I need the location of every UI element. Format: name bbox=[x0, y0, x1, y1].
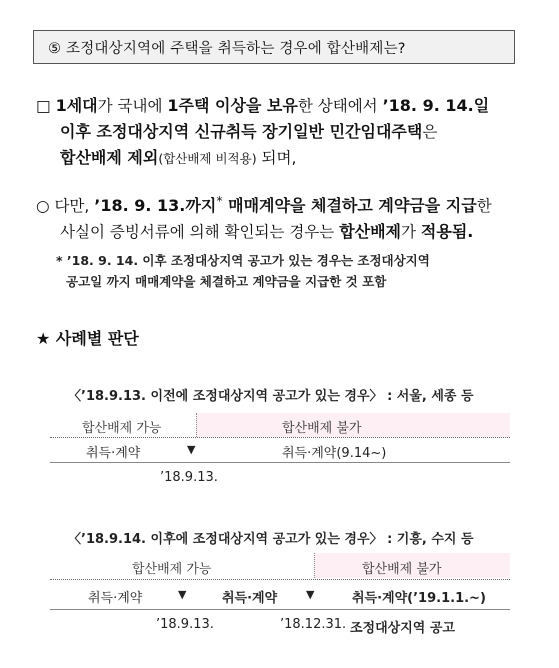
paragraph-1-line-1 bbox=[36, 93, 551, 119]
footnote-line-2: 공고일 까지 매매계약을 체결하고 계약금을 지급한 것 포함 bbox=[66, 274, 387, 289]
case-2-marker-1: ▼ bbox=[178, 588, 187, 601]
case-2-title: 〈’18.9.14. 이후에 조정대상지역 공고가 있는 경우〉 : 기흥, 수지 등 bbox=[68, 532, 474, 547]
non-applicable-text: (합산배제 비적용) bbox=[158, 151, 257, 166]
text-span: 까지 bbox=[185, 196, 217, 216]
paragraph-2-line-2 bbox=[36, 219, 551, 245]
case-2-header-left: 합산배제 가능 bbox=[132, 562, 212, 577]
case-2-dotted-line bbox=[50, 579, 510, 580]
case-1-row-left: 취득·계약 bbox=[86, 446, 141, 461]
paragraph-2 bbox=[36, 188, 551, 245]
text-span: 은 bbox=[422, 123, 438, 141]
paragraph-2-line-1 bbox=[36, 188, 551, 219]
footnote-mark: * bbox=[216, 193, 223, 208]
case-1-marker: ▼ bbox=[187, 443, 196, 456]
case-2-marker-2: ▼ bbox=[306, 588, 315, 601]
case-1-dotted-line bbox=[50, 437, 510, 438]
paragraph-1-line-3 bbox=[36, 145, 551, 172]
exclusion-text: 합산배제 bbox=[339, 222, 402, 242]
one-household-text: 1세대 bbox=[55, 96, 98, 115]
case-2-header-right: 합산배제 불가 bbox=[362, 562, 442, 577]
text-span: 가 국내에 bbox=[97, 97, 168, 115]
case-2-divider bbox=[314, 553, 315, 578]
case-2-row-b: 취득·계약 bbox=[222, 591, 278, 606]
case-1-header-right: 합산배제 불가 bbox=[282, 421, 362, 436]
case-1-row-right: 취득·계약(9.14~) bbox=[282, 446, 387, 461]
text-span: 가 bbox=[401, 223, 421, 242]
date-text: ’18. 9. 13. bbox=[94, 196, 186, 216]
contract-text: 매매계약을 체결하고 계약금을 지급 bbox=[222, 196, 477, 216]
question-text: ⑤ 조정대상지역에 주택을 취득하는 경우에 합산배제는? bbox=[48, 40, 406, 57]
footnote bbox=[56, 250, 551, 292]
text-span: 일 bbox=[473, 96, 490, 115]
footnote-line-1: * ’18. 9. 14. 이후 조정대상지역 공고가 있는 경우는 조정대상지역 bbox=[56, 253, 430, 268]
case-1-header-left: 합산배제 가능 bbox=[82, 421, 162, 436]
circle-bullet: ○ 다만, bbox=[36, 197, 95, 216]
question-box bbox=[33, 30, 515, 64]
paragraph-1-line-2 bbox=[36, 119, 551, 145]
case-1-title: 〈’18.9.13. 이전에 조정대상지역 공고가 있는 경우〉 : 서울, 세종 등 bbox=[68, 389, 474, 404]
paragraph-1 bbox=[36, 93, 551, 172]
checkbox-bullet: □ bbox=[36, 97, 56, 115]
section-title: ★ 사례별 판단 bbox=[36, 329, 139, 348]
case-2-row-a: 취득·계약 bbox=[88, 591, 143, 606]
case-2-solid-line bbox=[50, 609, 510, 610]
case-1-divider bbox=[196, 413, 197, 437]
case-1-solid-line bbox=[50, 462, 510, 463]
text-span: 한 상태에서 bbox=[297, 97, 383, 115]
exclusion-text: 합산배제 제외 bbox=[60, 148, 159, 167]
case-2-date-2: ’18.12.31. bbox=[280, 617, 347, 632]
case-1-date: ’18.9.13. bbox=[160, 470, 218, 485]
case-2-row-c: 취득·계약(’19.1.1.~) bbox=[352, 591, 486, 606]
text-span: 사실이 증빙서류에 의해 확인되는 경우는 bbox=[60, 223, 340, 242]
date-text: ’18. 9. 14. bbox=[382, 96, 474, 115]
text-span: 한 bbox=[476, 197, 492, 216]
case-2-date-1: ’18.9.13. bbox=[156, 617, 214, 632]
new-acquisition-text: 이후 조정대상지역 신규취득 장기일반 민간임대주택 bbox=[60, 122, 423, 141]
text-span: 되며, bbox=[256, 149, 297, 167]
case-2-date-2-label: 조정대상지역 공고 bbox=[350, 621, 455, 636]
applies-text: 적용됨. bbox=[420, 222, 474, 242]
ownership-text: 1주택 이상을 보유 bbox=[167, 96, 298, 115]
